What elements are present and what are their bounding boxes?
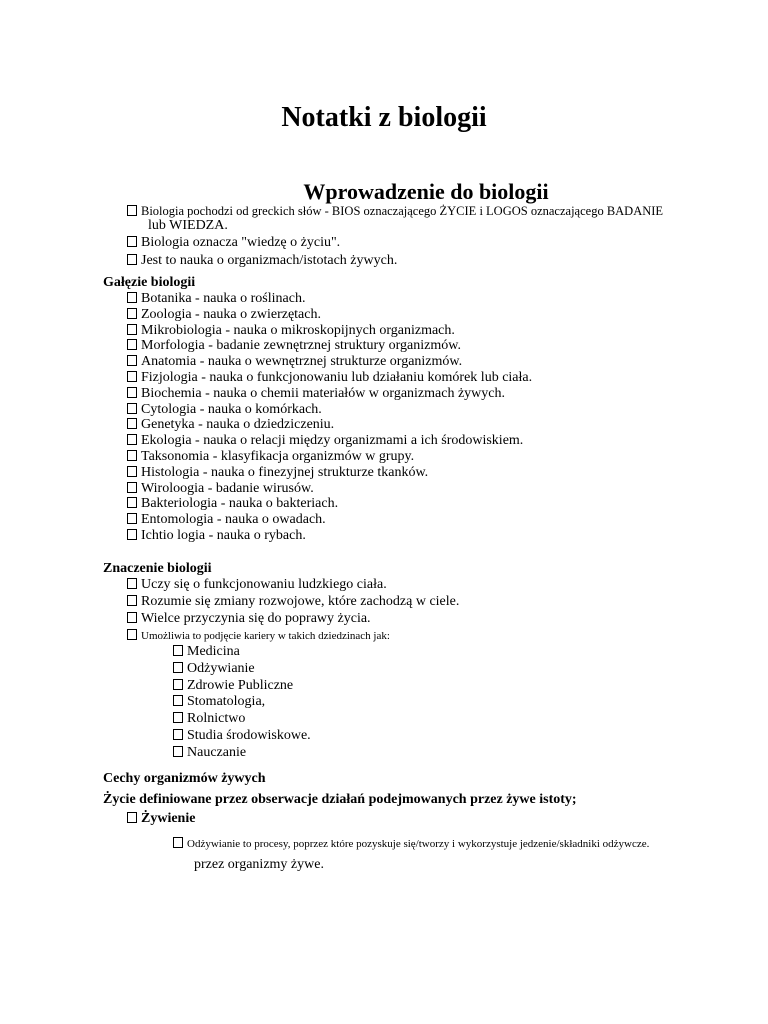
list-item xyxy=(127,465,747,481)
bullet-icon xyxy=(127,387,137,398)
list-item xyxy=(127,528,747,544)
bullet-icon xyxy=(127,812,137,823)
list-item-text: Medicina xyxy=(187,644,240,659)
bullet-icon xyxy=(127,324,137,335)
bullet-icon xyxy=(127,418,137,429)
list-item xyxy=(127,611,747,628)
list-item-text: Anatomia - nauka o wewnętrznej strukturze organizmów. xyxy=(141,354,463,370)
list-item xyxy=(173,661,673,678)
list-item xyxy=(127,417,747,433)
bullet-icon xyxy=(127,254,137,265)
bullet-icon xyxy=(127,497,137,508)
list-item-text: Genetyka - nauka o dziedziczeniu. xyxy=(141,417,335,433)
bullet-icon xyxy=(127,205,137,216)
list-item xyxy=(127,338,747,354)
bullet-icon xyxy=(127,612,137,623)
list-item-text: Biologia oznacza "wiedzę o życiu". xyxy=(141,235,341,250)
section-heading-branches: Gałęzie biologii xyxy=(103,275,196,290)
list-item xyxy=(173,836,753,851)
list-item-continuation: lub WIEDZA. xyxy=(148,218,228,233)
list-item xyxy=(127,628,747,642)
section-heading-characteristics: Cechy organizmów żywych xyxy=(103,771,266,786)
bullet-icon xyxy=(127,629,137,640)
list-item-text: Jest to nauka o organizmach/istotach żywych. xyxy=(141,253,398,268)
list-item-text: Histologia - nauka o finezyjnej strukturze tkanków. xyxy=(141,464,429,480)
list-item-text: Uczy się o funkcjonowaniu ludzkiego ciała. xyxy=(141,577,387,592)
list-item-text: Zoologia - nauka o zwierzętach. xyxy=(141,306,321,322)
bullet-icon xyxy=(173,695,183,706)
section-title-introduction: Wprowadzenie do biologii xyxy=(303,179,549,204)
bullet-icon xyxy=(127,578,137,589)
bullet-icon xyxy=(173,645,183,656)
list-item-text: Rolnictwo xyxy=(187,711,246,727)
list-item xyxy=(127,402,747,418)
section-heading-importance: Znaczenie biologii xyxy=(103,561,212,576)
list-item-text: Ichtio logia - nauka o rybach. xyxy=(141,527,306,543)
list-item xyxy=(173,644,673,661)
bullet-icon xyxy=(173,746,183,757)
list-item xyxy=(173,694,673,711)
list-item xyxy=(127,577,747,594)
list-item-text: Wiroloogia - badanie wirusów. xyxy=(141,480,314,496)
list-item-text: Biochemia - nauka o chemii materiałów w organizmach żywych. xyxy=(141,385,505,401)
list-item-text: Umożliwia to podjęcie kariery w takich dziedzinach jak: xyxy=(141,630,390,643)
list-item xyxy=(127,481,747,497)
list-item xyxy=(173,711,673,728)
list-item-text: Studia środowiskowe. xyxy=(187,727,311,743)
list-item-nutrition xyxy=(127,810,195,828)
importance-list xyxy=(127,577,747,642)
list-item xyxy=(173,745,673,762)
list-item xyxy=(127,354,747,370)
bullet-icon xyxy=(127,403,137,414)
list-item xyxy=(127,204,747,218)
bullet-icon xyxy=(127,513,137,524)
bullet-icon xyxy=(173,729,183,740)
list-item xyxy=(127,235,747,251)
list-item-text: Stomatologia, xyxy=(187,694,266,710)
list-item-text: Mikrobiologia - nauka o mikroskopijnych organizmach. xyxy=(141,322,455,338)
list-item xyxy=(127,253,747,269)
list-item-text: Żywienie xyxy=(141,811,196,826)
list-item-text: Biologia pochodzi od greckich słów - BIOS oznaczającego ŻYCIE i LOGOS oznaczającego BADANIE xyxy=(141,204,664,218)
list-item-text: Botanika - nauka o roślinach. xyxy=(141,291,306,306)
bullet-icon xyxy=(127,529,137,540)
list-item-text: Zdrowie Publiczne xyxy=(187,677,294,693)
careers-list xyxy=(173,644,673,762)
list-item-text: Odżywianie xyxy=(187,660,255,676)
list-item-text: Fizjologia - nauka o funkcjonowaniu lub działaniu komórek lub ciała. xyxy=(141,369,533,385)
list-item xyxy=(127,307,747,323)
list-item-continuation: przez organizmy żywe. xyxy=(194,857,324,872)
list-item-text: Cytologia - nauka o komórkach. xyxy=(141,401,322,417)
list-item xyxy=(127,386,747,402)
bullet-icon xyxy=(173,837,183,848)
list-item-text: Morfologia - badanie zewnętrznej struktury organizmów. xyxy=(141,338,461,354)
list-item xyxy=(127,512,747,528)
list-item-text: Ekologia - nauka o relacji między organizmami a ich środowiskiem. xyxy=(141,433,524,449)
bullet-icon xyxy=(127,434,137,445)
list-item xyxy=(127,594,747,611)
bullet-icon xyxy=(173,712,183,723)
branches-list xyxy=(127,291,747,544)
bullet-icon xyxy=(173,662,183,673)
bullet-icon xyxy=(127,450,137,461)
list-item-text: Wielce przyczynia się do poprawy życia. xyxy=(141,610,371,626)
list-item xyxy=(127,291,747,307)
bullet-icon xyxy=(127,339,137,350)
list-item-text: Odżywianie to procesy, poprzez które pozyskuje się/tworzy i wykorzystuje jedzenie/składniki odżywcze. xyxy=(187,838,650,850)
document-title: Notatki z biologii xyxy=(281,102,487,133)
bullet-icon xyxy=(127,371,137,382)
list-item xyxy=(127,323,747,339)
bullet-icon xyxy=(127,595,137,606)
list-item xyxy=(127,496,747,512)
list-item-text: Taksonomia - klasyfikacja organizmów w grupy. xyxy=(141,448,415,464)
bullet-icon xyxy=(127,355,137,366)
definition-text: Życie definiowane przez obserwacje działań podejmowanych przez żywe istoty; xyxy=(103,792,577,807)
list-item xyxy=(127,370,747,386)
list-item-text: Nauczanie xyxy=(187,744,247,760)
bullet-icon xyxy=(127,482,137,493)
list-item-text: Rozumie się zmiany rozwojowe, które zachodzą w ciele. xyxy=(141,593,460,609)
list-item xyxy=(127,433,747,449)
list-item xyxy=(127,449,747,465)
bullet-icon xyxy=(173,679,183,690)
bullet-icon xyxy=(127,466,137,477)
intro-list xyxy=(127,204,747,269)
list-item-text: Entomologia - nauka o owadach. xyxy=(141,512,326,528)
list-item xyxy=(173,728,673,745)
bullet-icon xyxy=(127,308,137,319)
list-item-text: Bakteriologia - nauka o bakteriach. xyxy=(141,496,339,512)
bullet-icon xyxy=(127,292,137,303)
bullet-icon xyxy=(127,236,137,247)
list-item xyxy=(173,678,673,695)
